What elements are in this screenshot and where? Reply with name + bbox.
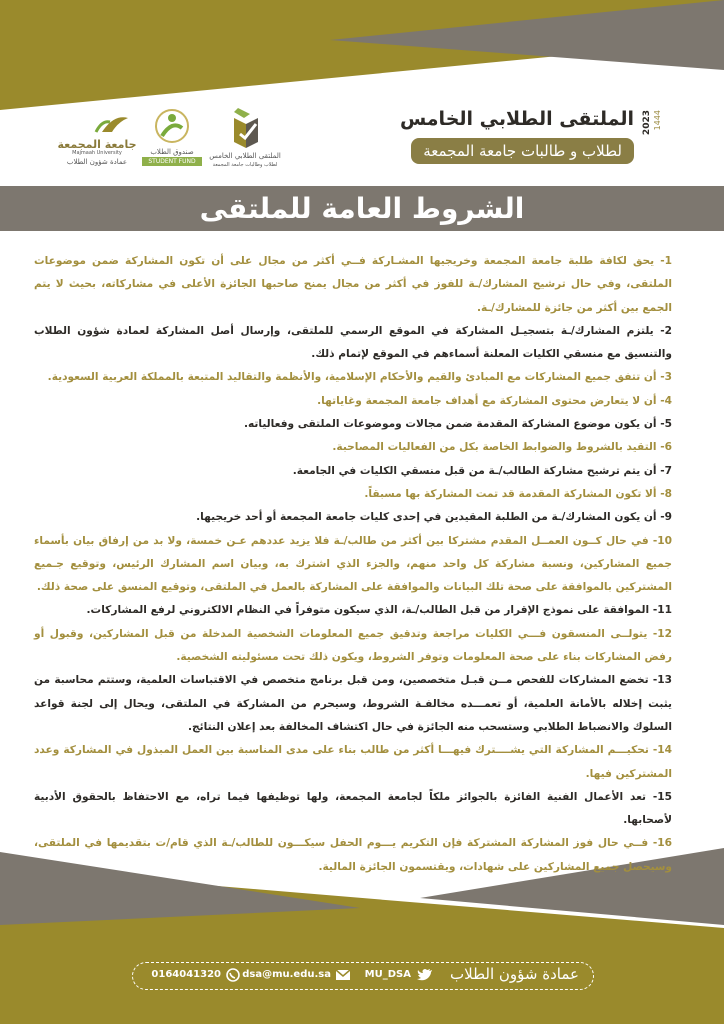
condition-item: 5- أن يكون موضوع المشاركة المقدمة ضمن مجالات وموضوعات الملتقى وفعالياته. [243, 418, 672, 431]
condition-item: 16- فــي حال فوز المشاركة المشتركة فإن التكريم يـــوم الحفل سيكـــون للطالب/ـة الذي قام/ت بتقديمها في الملتقى، وسيحصل جميع المشاركين على شهادات، ويقتسمون الجائزة المالية. [34, 837, 672, 873]
forum-logo-icon [228, 104, 262, 148]
year-hijri: 1444 [653, 110, 662, 131]
condition-item: 11- الموافقة على نموذج الإقرار من قبل الطالب/ـة، الذي سيكون متوفراً في النظام الالكتروني لرفع المشاركات. [86, 604, 672, 617]
university-deanship: عمادة شؤون الطلاب [66, 158, 128, 166]
condition-item: 1- يحق لكافة طلبة جامعة المجمعة وخريجيها المشـاركة فــي أكثر من مجال على أن تكون المشاركة ضمن موضوعات الملتقى، وفي حال ترشيح المشارك/ـة للفوز في أكثر من مجال يمنح صاحبها الجائزة الأعلى في مشاركاته، بحيث لا يتم الجمع بين أكثر من جائزة للمشارك/ـة. [34, 255, 672, 314]
student-fund-caption-1: صندوق الطلاب [150, 148, 194, 156]
year-badge [640, 108, 664, 164]
footer-contact-bar [132, 962, 594, 990]
forum-logo-caption-2: لطلاب وطالبات جامعة المجمعة [212, 162, 278, 168]
student-fund-logo [142, 108, 202, 166]
header-main-title: الملتقى الطلابي الخامس [399, 108, 634, 130]
condition-item: 7- أن يتم ترشيح مشاركة الطالب/ـة من قبل منسقي الكليات في الجامعة. [292, 464, 672, 477]
twitter-icon [417, 967, 433, 983]
condition-item: 4- أن لا يتعارض محتوى المشاركة مع أهداف جامعة المجمعة وغاياتها. [317, 394, 672, 407]
year-gregorian: 2023 [642, 110, 652, 136]
footer-phone[interactable]: 0164041320 [151, 969, 221, 980]
university-name-en: Majmaah University [72, 150, 122, 156]
condition-item: 15- تعد الأعمال الفنية الفائزة بالجوائز ملكاً لجامعة المجمعة، ولها توظيفها فيما تراه، مع الاحتفاظ بالحقوق الأدبية لأصحابها. [34, 790, 672, 827]
condition-item: 12- يتولــى المنسقون فـــي الكليات مراجعة وتدقيق جميع المعلومات الشخصية المدخلة من قبل المشاركين، وقبول أو رفض المشاركات بناء على صحة المعلومات وتوفر الشروط، ويكون ذلك تحت مسئوليته الشخصية. [34, 627, 672, 664]
university-emblem-icon [62, 110, 132, 136]
section-title-band [0, 186, 724, 231]
forum-logo-caption-1: الملتقى الطلابي الخامس [209, 152, 281, 160]
footer-twitter-handle[interactable]: MU_DSA [364, 969, 411, 980]
forum-logo [205, 104, 285, 170]
conditions-list [34, 250, 672, 879]
footer-deanship-title: عمادة شؤون الطلاب [450, 965, 579, 983]
condition-item: 13- تخضع المشاركات للفحص مــن قبـل متخصصين، ومن قبل برنامج متخصص في الاقتباسات العلمية، وستتم محاسبة من يثبت إخلاله بالأمانة العلمية، أو تعمـــده مخالفـة الشروط، وسيحرم من المشاركة في الملتقى، ويحال إلى لجنة قواعد السلوك والانضباط الطلابي وستسحب منه الجائزة في حال اكتشاف المخالفة بعد إعلان النتائج. [34, 674, 672, 733]
header-title-block [344, 108, 664, 168]
condition-item: 8- ألا تكون المشاركة المقدمة قد تمت المشاركة بها مسبقاً. [364, 487, 672, 500]
student-fund-icon [152, 108, 192, 144]
university-logo [52, 110, 142, 167]
email-icon [335, 967, 351, 983]
header-subtitle: لطلاب و طالبات جامعة المجمعة [411, 138, 634, 164]
condition-item: 10- في حال كــون العمــل المقدم مشتركا بين أكثر من طالب/ـة فلا يزيد عددهم عـن خمسة، ولا بد من إرفاق بيان بأسماء جميع المشاركين، ونسبة مشاركة كل واحد منهم، والجزء الذي اشترك به، وبيان اسم المشارك الرئيس، وتوقيع جـميع المشتركين بالموافقة على صحة تلك البيانات والموافقة على المشاركة بالعمل في الملتقى، وتوقيع المنسق على صحة ذلك. [34, 534, 672, 594]
footer-email[interactable]: dsa@mu.edu.sa [242, 969, 331, 980]
condition-item: 2- يلتزم المشارك/ـة بتسجيـل المشاركة في الموقع الرسمي للملتقى، وإرسال أصل المشاركة لعمادة شؤون الطلاب والتنسيق مع منسقي الكليات المعلنة أسماءهم في الموقع لإتمام ذلك. [34, 324, 672, 361]
condition-item: 9- أن يكون المشارك/ـة من الطلبة المقيدين في إحدى كليات جامعة المجمعة أو أحد خريجيها. [196, 511, 672, 524]
university-name-ar: جامعة المجمعة [57, 138, 137, 151]
section-title: الشروط العامة للملتقى [199, 192, 525, 225]
whatsapp-icon [225, 967, 241, 983]
condition-item: 3- أن تتفق جميع المشاركات مع المبادئ والقيم والأحكام الإسلامية، والأنظمة والتقاليد المتبعة بالمملكة العربية السعودية. [47, 371, 672, 384]
student-fund-caption-2: STUDENT FUND [142, 157, 202, 166]
condition-item: 6- التقيد بالشروط والضوابط الخاصة بكل من الفعاليات المصاحبة. [332, 441, 672, 454]
condition-item: 14- تحكيـــم المشاركة التي يشــــترك فيهـــا أكثر من طالب بناء على مدى المناسبة بين العمل المبذول في المشاركة وعدد المشتركين فيها. [34, 744, 672, 780]
